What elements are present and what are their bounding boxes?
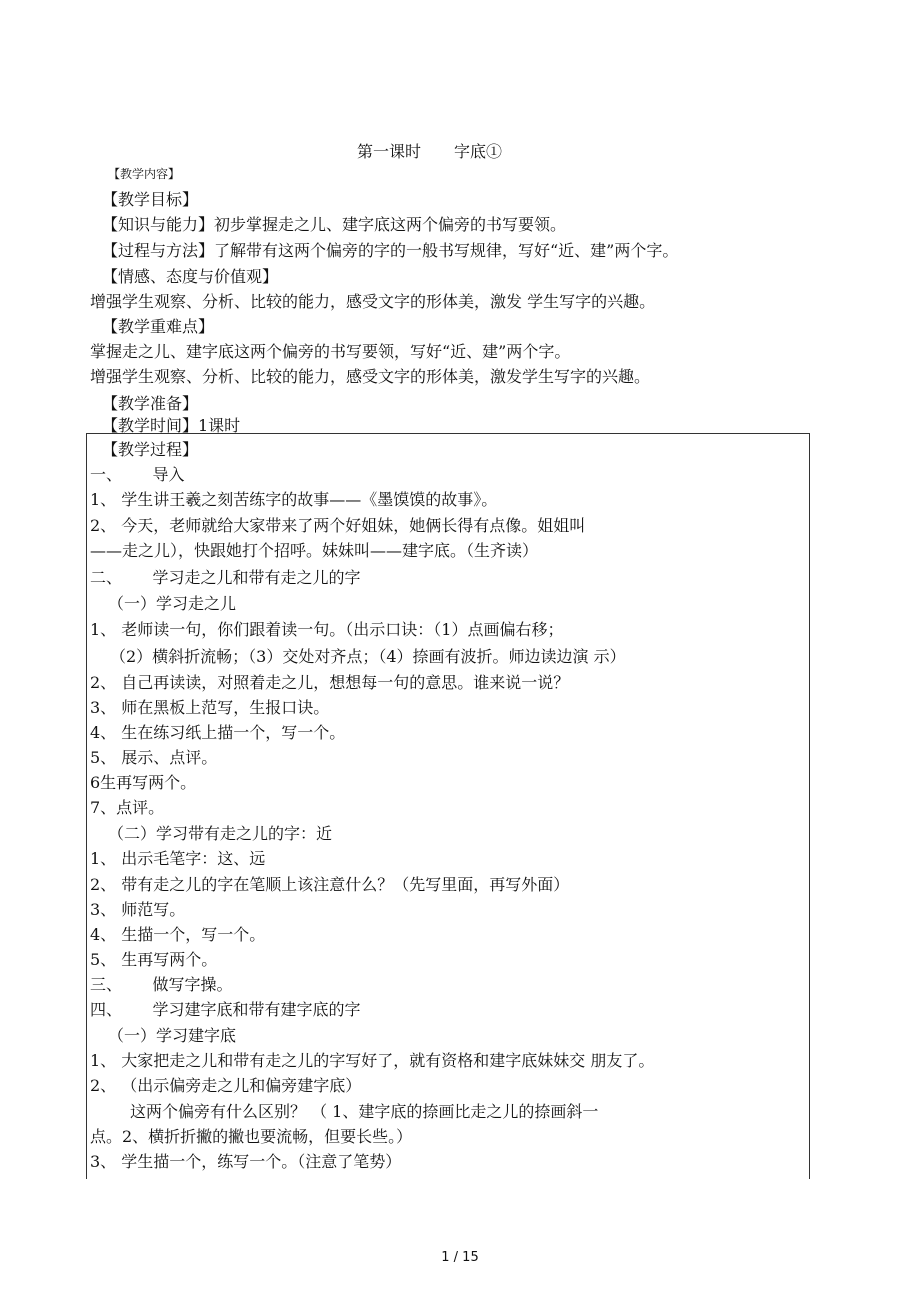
list-item: 这两个偏旁有什么区别？ （ 1、建字底的捺画比走之儿的捺画斜一 <box>130 1102 599 1121</box>
list-item: ——走之儿），快跟她打个招呼。妹妹叫——建字底。（生齐读） <box>90 541 539 560</box>
sub-heading: （一）学习走之儿 <box>108 594 237 613</box>
sub-heading: （一）学习建字底 <box>108 1026 237 1045</box>
list-item: 4、 生在练习纸上描一个，写一个。 <box>90 723 346 742</box>
list-item: 5、 展示、点评。 <box>90 748 218 767</box>
paragraph: 【教学时间】1课时 <box>102 416 241 435</box>
paragraph: 【知识与能力】初步掌握走之儿、建字底这两个偏旁的书写要领。 <box>102 215 567 234</box>
section-heading: 【教学内容】 <box>108 167 181 181</box>
step-heading: 四、 学习建字底和带有建字底的字 <box>90 1000 361 1019</box>
step-heading: 三、 做写字操。 <box>90 975 233 994</box>
list-item: 1、 老师读一句，你们跟着读一句。（出示口诀：（1）点画偏右移； <box>90 620 564 639</box>
lesson-topic: 字底① <box>454 142 503 161</box>
paragraph: 掌握走之儿、建字底这两个偏旁的书写要领，写好“近、建”两个字。 <box>90 342 571 361</box>
sub-heading: （二）学习带有走之儿的字：近 <box>108 824 333 843</box>
list-item: 2、 今天，老师就给大家带来了两个好姐妹，她俩长得有点像。姐姐叫 <box>90 516 586 535</box>
paragraph: 【过程与方法】了解带有这两个偏旁的字的一般书写规律，写好“近、建”两个字。 <box>102 241 679 260</box>
section-heading: 【情感、态度与价值观】 <box>102 267 279 286</box>
list-item: 5、 生再写两个。 <box>90 950 218 969</box>
list-item: 6生再写两个。 <box>90 773 197 792</box>
section-heading: 【教学过程】 <box>102 440 199 459</box>
step-heading: 一、 导入 <box>90 465 185 484</box>
section-heading: 【教学重难点】 <box>102 317 215 336</box>
list-item: 2、 带有走之儿的字在笔顺上该注意什么？（先写里面，再写外面） <box>90 875 570 894</box>
step-heading: 二、 学习走之儿和带有走之儿的字 <box>90 568 361 587</box>
list-item: 4、 生描一个，写一个。 <box>90 925 266 944</box>
list-item: 7、点评。 <box>90 798 165 817</box>
list-item: 3、 师在黑板上范写，生报口诀。 <box>90 698 330 717</box>
paragraph: 增强学生观察、分析、比较的能力，感受文字的形体美，激发 学生写字的兴趣。 <box>90 292 656 311</box>
list-item: 2、 自己再读读，对照着走之儿，想想每一句的意思。谁来说一说？ <box>90 673 570 692</box>
list-item: 3、 师范写。 <box>90 900 186 919</box>
list-item: 1、 大家把走之儿和带有走之儿的字写好了，就有资格和建字底妹妹交 朋友了。 <box>90 1051 655 1070</box>
list-item: 1、 出示毛笔字：这、远 <box>90 849 266 868</box>
list-item: 3、 学生描一个，练写一个。（注意了笔势） <box>90 1152 402 1171</box>
list-item: （2）横斜折流畅；（3）交处对齐点；（4）捺画有波折。师边读边演 示） <box>110 647 626 666</box>
page-number: 1 / 15 <box>441 1250 479 1265</box>
list-item: 1、 学生讲王羲之刻苦练字的故事——《墨馍馍的故事》。 <box>90 490 498 509</box>
paragraph: 增强学生观察、分析、比较的能力，感受文字的形体美，激发学生写字的兴趣。 <box>90 367 651 386</box>
list-item: 点。2、横折折撇的撇也要流畅，但要长些。） <box>90 1127 413 1146</box>
list-item: 2、 （出示偏旁走之儿和偏旁建字底） <box>90 1076 362 1095</box>
section-heading: 【教学准备】 <box>102 394 199 413</box>
lesson-number: 第一课时 <box>357 142 422 161</box>
section-heading: 【教学目标】 <box>102 190 199 209</box>
